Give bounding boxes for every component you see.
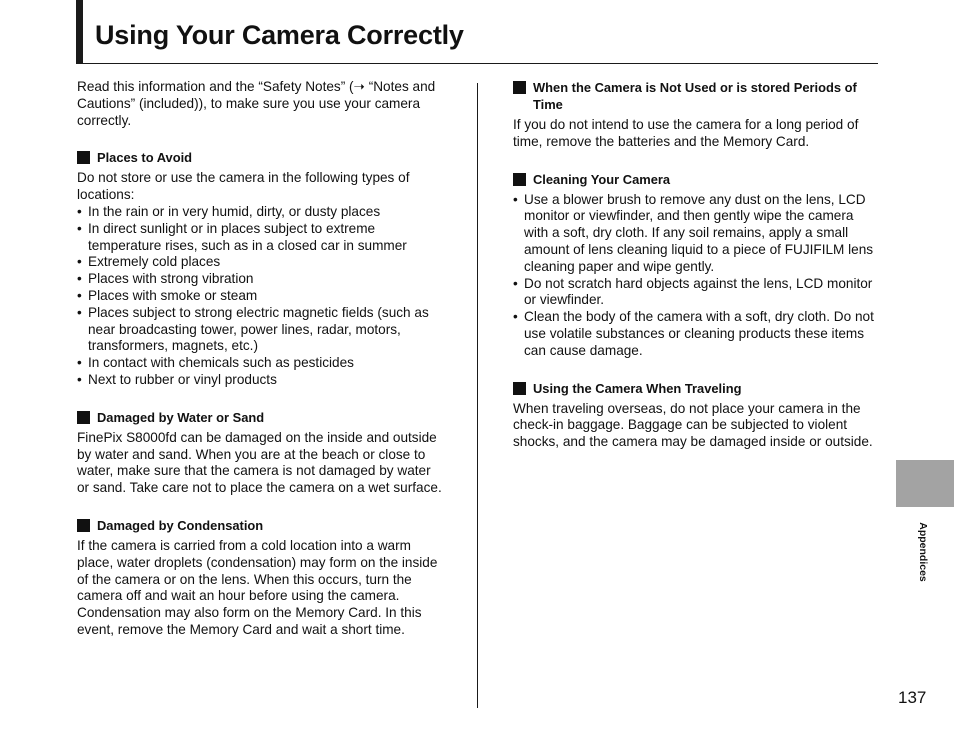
section-heading — [77, 409, 442, 426]
section-heading — [513, 380, 877, 397]
list-item: • In contact with chemicals such as pesticides — [77, 355, 442, 372]
side-tab-label: Appendices — [916, 522, 929, 582]
section-water-sand — [77, 409, 442, 497]
section-body: FinePix S8000fd can be damaged on the inside and outside by water and sand. When you are at the beach or close to water, make sure that the camera is not damaged by water or sand. Take care not to place the camera on a wet surface. — [77, 429, 442, 496]
column-divider — [477, 83, 478, 708]
list-item: • Next to rubber or vinyl products — [77, 372, 442, 389]
section-cleaning — [513, 171, 877, 360]
square-bullet-icon — [77, 151, 90, 164]
list-item: • In direct sunlight or in places subject to extreme temperature rises, such as in a closed car in summer — [77, 221, 442, 255]
left-column — [77, 79, 442, 639]
list-item: • Places subject to strong electric magnetic fields (such as near broadcasting tower, power lines, radar, motors, transformers, magnets, etc.) — [77, 305, 442, 355]
section-heading — [513, 171, 877, 188]
list-item: • In the rain or in very humid, dirty, or dusty places — [77, 204, 442, 221]
square-bullet-icon — [513, 173, 526, 186]
list-item: • Places with smoke or steam — [77, 288, 442, 305]
square-bullet-icon — [77, 519, 90, 532]
section-storage — [513, 79, 877, 151]
heading-text: When the Camera is Not Used or is stored Periods of Time — [533, 80, 857, 112]
page-number: 137 — [898, 688, 927, 707]
list-item: • Use a blower brush to remove any dust on the lens, LCD monitor or viewfinder, and then gently wipe the camera with a soft, dry cloth. If any soil remains, apply a small amount of lens cleaning liquid to a piece of FUJIFILM lens cleaning paper and wipe gently. — [513, 192, 877, 276]
section-body: Do not store or use the camera in the following types of locations: — [77, 170, 410, 203]
bullet-list — [513, 192, 877, 360]
section-body: If you do not intend to use the camera for a long period of time, remove the batteries and the Memory Card. — [513, 117, 859, 149]
side-tab — [896, 460, 954, 507]
list-item: • Extremely cold places — [77, 254, 442, 271]
section-heading — [513, 79, 877, 113]
right-column — [513, 79, 877, 451]
square-bullet-icon — [513, 382, 526, 395]
heading-text: Using the Camera When Traveling — [533, 380, 742, 396]
section-traveling — [513, 380, 877, 451]
heading-text: Cleaning Your Camera — [533, 171, 671, 187]
list-item: • Do not scratch hard objects against the lens, LCD monitor or viewfinder. — [513, 276, 877, 310]
heading-text: Places to Avoid — [97, 150, 193, 166]
section-condensation — [77, 517, 442, 639]
section-body: If the camera is carried from a cold location into a warm place, water droplets (condensation) may form on the inside of the camera or on the lens. When this occurs, turn the camera off and wait an hour before using the camera. Condensation may also form on the Memory Card. In this event, remove the Memory Card and wait a short time. — [77, 537, 438, 637]
list-item: • Clean the body of the camera with a soft, dry cloth. Do not use volatile substances or cleaning products these items can cause damage. — [513, 309, 877, 359]
section-places-to-avoid — [77, 149, 442, 388]
page-title: Using Your Camera Correctly — [95, 20, 464, 50]
square-bullet-icon — [77, 411, 90, 424]
bullet-list — [77, 204, 442, 389]
section-heading — [77, 149, 442, 166]
heading-text: Damaged by Water or Sand — [97, 409, 265, 425]
intro-text: Read this information and the “Safety Notes” (➝ “Notes and Cautions” (included)), to make sure you use your camera correctly. — [77, 79, 436, 128]
section-body: When traveling overseas, do not place your camera in the check-in baggage. Baggage can be subjected to violent shocks, and the camera may be damaged inside or outside. — [513, 400, 873, 450]
heading-text: Damaged by Condensation — [97, 517, 264, 533]
list-item: • Places with strong vibration — [77, 271, 442, 288]
section-heading — [77, 517, 442, 534]
square-bullet-icon — [513, 81, 526, 94]
